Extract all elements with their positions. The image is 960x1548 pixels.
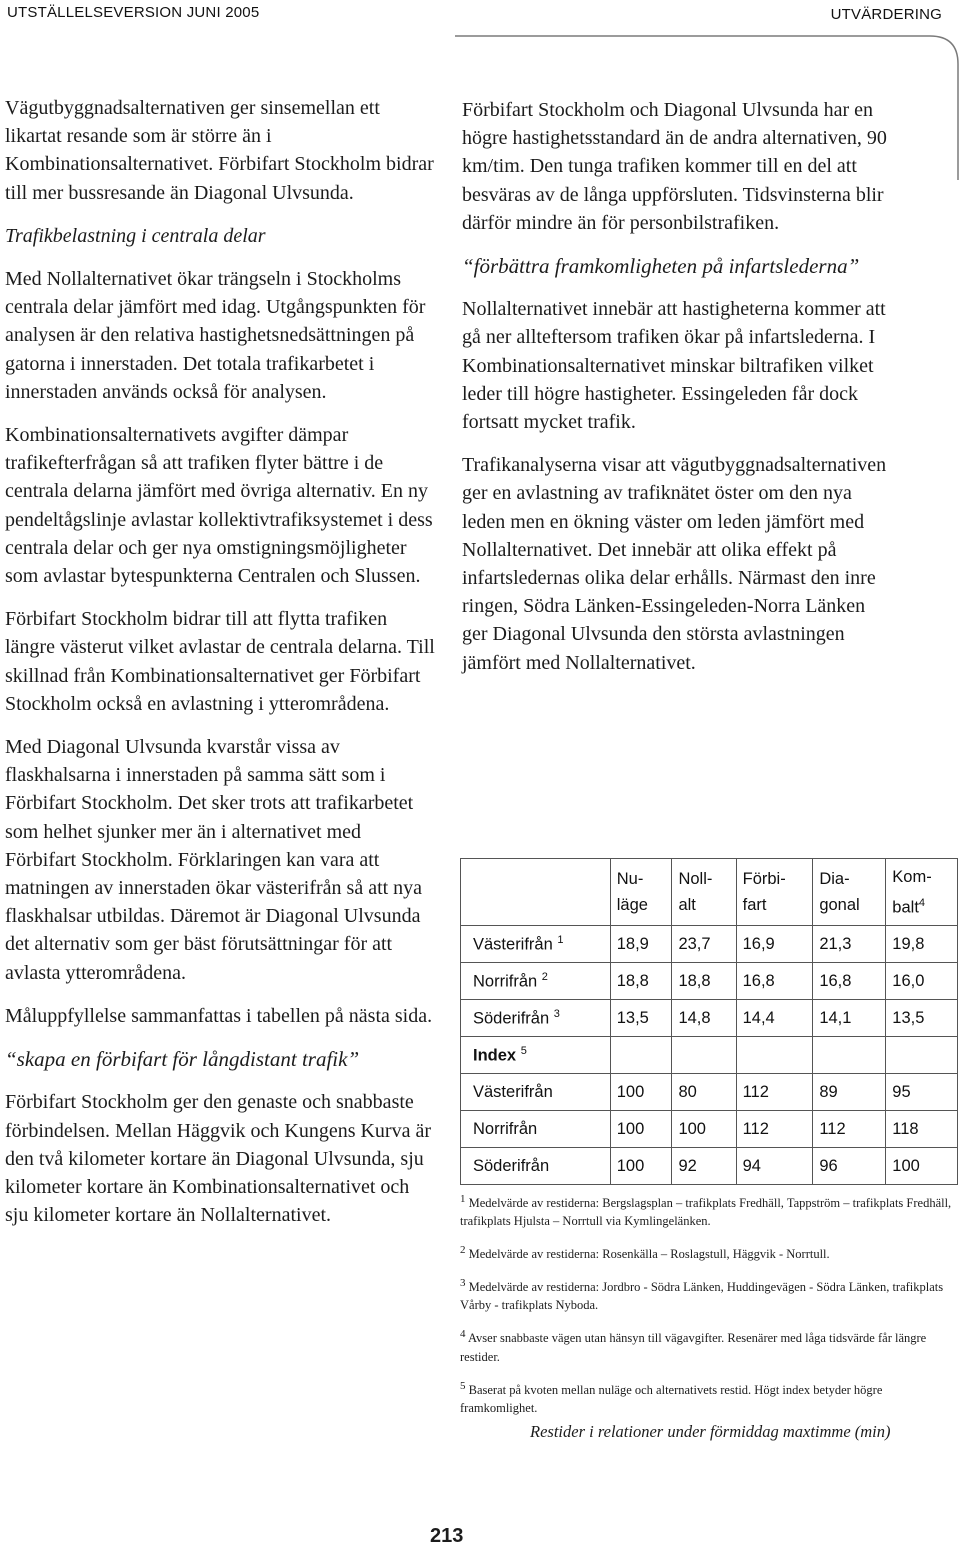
table-cell: 14,4 — [736, 1000, 813, 1037]
row-label: Västerifrån — [461, 1074, 611, 1111]
table-cell: 89 — [813, 1074, 886, 1111]
table-cell: 112 — [736, 1074, 813, 1111]
table-header-row — [461, 859, 958, 926]
table-cell: 18,8 — [610, 963, 672, 1000]
table-cell: 16,8 — [736, 963, 813, 1000]
row-label: Norrifrån — [461, 1111, 611, 1148]
footnote: $^4$ Avser snabbaste vägen utan hänsyn till vägavgifter. Resenärer med låga tidsvärde får längre restider. — [460, 1328, 927, 1364]
paragraph: Med Diagonal Ulvsunda kvarstår vissa av flaskhalsarna i innerstaden på samma sätt som i Förbifart Stockholm. Det sker trots att trafikarbetet som helhet sjunker mer än i alternativet med Förbifart Stockholm. Förklaringen kan vara att matningen av innerstaden ökar västerifrån så att nya flaskhalsar utbildas. Däremot är Diagonal Ulvsunda det alternativ som ger bäst förutsättningar för att avlasta ytterområdena. — [5, 736, 423, 984]
table-cell: 13,5 — [610, 1000, 672, 1037]
footnotes — [460, 1190, 956, 1428]
table-cell: 14,1 — [813, 1000, 886, 1037]
table-cell: 14,8 — [672, 1000, 736, 1037]
paragraph: Kombinationsalternativets avgifter dämpar trafikefterfrågan så att trafiken flyter bättre i de centrala delarna jämfört med övriga alternativ. En ny pendeltågslinje avlastar kollektivtrafiksystemet i dess centrala delar och ger nya omstigningsmöjligheter som avlastar bytespunkterna Centralen och Slussen. — [5, 424, 433, 588]
table-cell: 100 — [610, 1148, 672, 1185]
table-cell: 100 — [886, 1148, 958, 1185]
table-cell: 92 — [672, 1148, 736, 1185]
paragraph: Förbifart Stockholm ger den genaste och snabbaste förbindelsen. Mellan Häggvik och Kungens Kurva är den två kilometer kortare än Diagonal Ulvsunda, sju kilometer kortare än Kombinationsalternativet och sju kilometer kortare än Nollalternativet. — [5, 1091, 431, 1227]
table-cell: 100 — [672, 1111, 736, 1148]
table-cell: 118 — [886, 1111, 958, 1148]
table-cell: 16,9 — [736, 926, 813, 963]
table-cell: 96 — [813, 1148, 886, 1185]
column-header: Dia- gonal — [813, 859, 886, 926]
table-cell: 100 — [610, 1074, 672, 1111]
paragraph: Vägutbyggnadsalternativen ger sinsemellan ett likartat resande som är större än i Kombinationsalternativet. Förbifart Stockholm bidrar till mer bussresande än Diagonal Ulvsunda. — [5, 97, 434, 204]
table-cell: 16,0 — [886, 963, 958, 1000]
table-row — [461, 1111, 958, 1148]
column-header: Kom- balt$^4$ — [886, 859, 958, 926]
table-row — [461, 963, 958, 1000]
table-cell — [886, 1037, 958, 1074]
row-label: Söderifrån — [461, 1148, 611, 1185]
paragraph: Trafikanalyserna visar att vägutbyggnadsalternativen ger en avlastning av trafiknätet öster om den nya leden men en ökning väster om leden jämfört med Nollalternativet. Det innebär att olika effekt på infartsledernas olika delar erhålls. Närmast den inre ringen, Södra Länken-Essingeleden-Norra Länken ger Diagonal Ulvsunda den största avlastningen jämfört med Nollalternativet. — [462, 454, 887, 674]
table-row — [461, 1148, 958, 1185]
paragraph: Med Nollalternativet ökar trängseln i Stockholms centrala delar jämfört med idag. Utgångspunkten för analysen är den relativa hastighetsnedsättningen på gatorna i innerstaden. Det totala trafikarbetet i innerstaden används också för analysen. — [5, 268, 426, 403]
table-cell: 80 — [672, 1074, 736, 1111]
goal-quote-heading: “skapa en förbifart för långdistant trafik” — [5, 1047, 360, 1072]
right-column — [462, 96, 892, 692]
table-cell: 95 — [886, 1074, 958, 1111]
table-cell: 112 — [813, 1111, 886, 1148]
paragraph: Nollalternativet innebär att hastigheterna kommer att gå ner allteftersom trafiken ökar på infartslederna. I Kombinationsalternativet minskar biltrafiken vilket leder till högre hastigheter. Essingeleden får dock fortsatt mycket trafik. — [462, 298, 886, 434]
table-row — [461, 1000, 958, 1037]
footnote: $^5$ Baserat på kvoten mellan nuläge och alternativets restid. Högt index betyder högre framkomlighet. — [460, 1379, 883, 1415]
row-label: Västerifrån $^1$ — [461, 926, 611, 963]
paragraph: Måluppfyllelse sammanfattas i tabellen på nästa sida. — [5, 1004, 433, 1027]
row-label: Norrifrån $^2$ — [461, 963, 611, 1000]
column-header: Förbi- fart — [736, 859, 813, 926]
page-number: 213 — [430, 1525, 464, 1547]
table-cell — [610, 1037, 672, 1074]
table-cell: 21,3 — [813, 926, 886, 963]
table-cell: 23,7 — [672, 926, 736, 963]
index-label: Index $^5$ — [461, 1037, 611, 1074]
table-row — [461, 1074, 958, 1111]
table-caption: Restider i relationer under förmiddag maxtimme (min) — [530, 1422, 891, 1441]
table-cell: 112 — [736, 1111, 813, 1148]
travel-time-table — [460, 858, 958, 1185]
table-cell: 16,8 — [813, 963, 886, 1000]
paragraph: Förbifart Stockholm och Diagonal Ulvsunda har en högre hastighetsstandard än de andra alternativen, 90 km/tim. Den tunga trafiken kommer till en del att besväras av de långa uppförsluten. Tidsvinsterna blir därför mindre än för personbilstrafiken. — [462, 99, 887, 234]
column-header: Noll- alt — [672, 859, 736, 926]
table-cell: 100 — [610, 1111, 672, 1148]
table-cell — [672, 1037, 736, 1074]
footnote: $^2$ Medelvärde av restiderna: Rosenkälla – Roslagstull, Häggvik - Norrtull. — [460, 1244, 830, 1262]
footnote: $^3$ Medelvärde av restiderna: Jordbro - Södra Länken, Huddingevägen - Södra Länken, trafikplats Vårby - trafikplats Nyboda. — [460, 1277, 944, 1313]
table-cell: 18,9 — [610, 926, 672, 963]
row-label: Söderifrån $^3$ — [461, 1000, 611, 1037]
left-column — [5, 94, 435, 1244]
running-header-left: UTSTÄLLELSEVERSION JUNI 2005 — [7, 4, 260, 21]
table-row — [461, 926, 958, 963]
table-cell: 18,8 — [672, 963, 736, 1000]
table-row-index-heading — [461, 1037, 958, 1074]
footnote: $^1$ Medelvärde av restiderna: Bergslagsplan – trafikplats Fredhäll, Tappström – trafikplats Fredhäll, trafikplats Hjulsta – Norrtull via Kymlingelänken. — [460, 1193, 952, 1229]
paragraph: Förbifart Stockholm bidrar till att flytta trafiken längre västerut vilket avlastar de centrala delarna. Till skillnad från Kombinationsalternativet ger Förbifart Stockholm också en avlastning i ytterområdena. — [5, 608, 435, 715]
section-heading: Trafikbelastning i centrala delar — [5, 224, 266, 247]
table-cell — [813, 1037, 886, 1074]
running-header-right: UTVÄRDERING — [830, 6, 942, 23]
goal-quote-heading: “förbättra framkomligheten på infartslederna” — [462, 254, 860, 279]
table-cell: 94 — [736, 1148, 813, 1185]
table-cell: 19,8 — [886, 926, 958, 963]
table-cell — [736, 1037, 813, 1074]
table-corner-cell — [461, 859, 611, 926]
table-cell: 13,5 — [886, 1000, 958, 1037]
column-header: Nu- läge — [610, 859, 672, 926]
